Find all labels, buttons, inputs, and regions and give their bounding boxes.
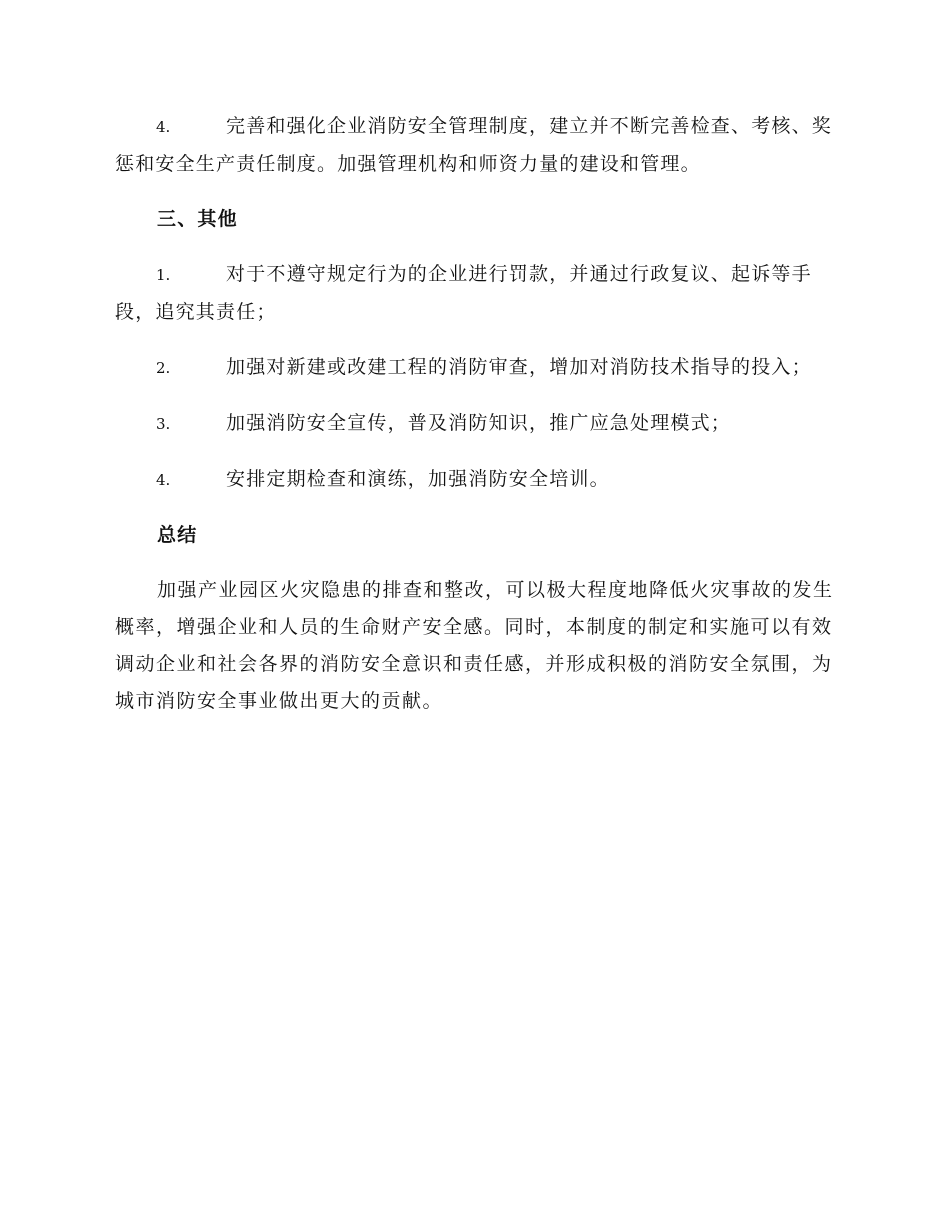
list-item <box>115 256 835 331</box>
list-item-text: 完善和强化企业消防安全管理制度，建立并不断完善检查、考核、奖惩和安全生产责任制度。加强管理机构和师资力量的建设和管理。 <box>115 115 833 175</box>
list-item-text: 加强对新建或改建工程的消防审查，增加对消防技术指导的投入； <box>226 356 812 378</box>
list-item-number: 1. <box>156 266 171 284</box>
summary-paragraph: 加强产业园区火灾隐患的排查和整改，可以极大程度地降低火灾事故的发生概率，增强企业和人员的生命财产安全感。同时，本制度的制定和实施可以有效调动企业和社会各界的消防安全意识和责任感，并形成积极的消防安全氛围，为城市消防安全事业做出更大的贡献。 <box>115 579 834 712</box>
list-item-text: 安排定期检查和演练，加强消防安全培训。 <box>226 468 610 490</box>
list-item-text: 对于不遵守规定行为的企业进行罚款，并通过行政复议、起诉等手段，追究其责任； <box>115 263 812 323</box>
document-body <box>115 108 835 720</box>
list-item-number: 4. <box>156 118 171 136</box>
list-item-number: 2. <box>156 359 171 377</box>
section-heading-other: 三、其他 <box>157 208 238 230</box>
list-item <box>115 349 835 387</box>
list-item-number: 4. <box>156 471 171 489</box>
list-item <box>115 405 835 443</box>
list-item-4-management-system <box>115 108 835 183</box>
list-item-text: 加强消防安全宣传，普及消防知识，推广应急处理模式； <box>226 412 732 434</box>
list-item-number: 3. <box>156 415 171 433</box>
list-item <box>115 461 835 499</box>
section-heading-summary: 总结 <box>157 524 198 546</box>
